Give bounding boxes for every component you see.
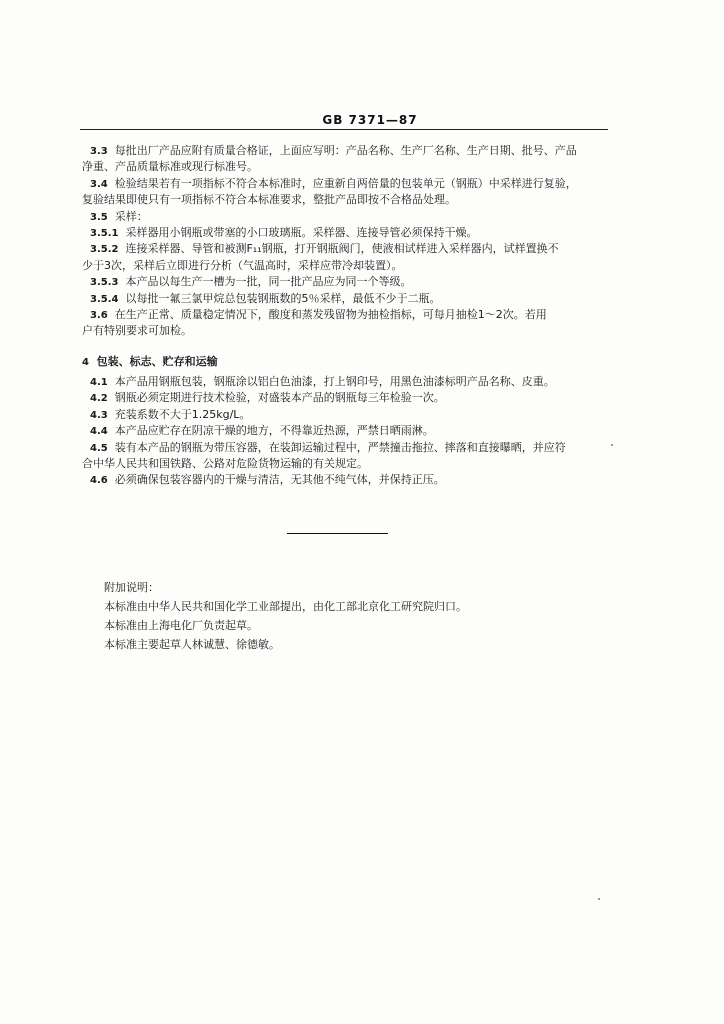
note-line-1: 本标准由中华人民共和国化学工业部提出，由化工部北京化工研究院归口。	[104, 600, 467, 613]
clause-3-3-cont: 净重、产品质量标准或现行标准号。	[82, 160, 258, 174]
note-line-2: 本标准由上海电化厂负责起草。	[104, 619, 258, 632]
clause-3-5	[82, 209, 630, 225]
clause-text: 本产品应贮存在阴凉干燥的地方，不得靠近热源，严禁日晒雨淋。	[114, 424, 434, 438]
clause-number: 4.6	[90, 475, 108, 487]
clause-text: 采样：	[114, 209, 148, 223]
clause-text: 采样器用小钢瓶或带塞的小口玻璃瓶。采样器、连接导管必须保持干燥。	[125, 225, 478, 239]
end-rule	[287, 533, 388, 534]
page-header: GB 7371—87	[322, 113, 418, 127]
clause-text: 充装系数不大于1.25kg/L。	[114, 407, 251, 421]
clause-text: 在生产正常、质量稳定情况下，酸度和蒸发残留物为抽检指标，可每月抽检1～2次。若用	[114, 307, 547, 321]
clause-number: 3.5.4	[90, 293, 119, 305]
section-number: 4	[82, 356, 89, 368]
note-line-3: 本标准主要起草人林诚慧、徐德敏。	[104, 638, 280, 651]
clause-text: 钢瓶必须定期进行技术检验，对盛装本产品的钢瓶每三年检验一次。	[114, 391, 445, 405]
clause-text: 装有本产品的钢瓶为带压容器，在装卸运输过程中，严禁撞击拖拉、摔落和直接曝晒，并应符	[114, 440, 566, 454]
section-title: 包装、标志、贮存和运输	[96, 354, 218, 368]
clause-number: 4.4	[90, 426, 108, 438]
clause-number: 3.6	[90, 309, 108, 321]
clause-number: 4.3	[90, 409, 108, 421]
clause-text: 本产品以每生产一槽为一批，同一批产品应为同一个等级。	[125, 275, 412, 289]
additional-notes	[104, 578, 467, 654]
clause-4-5	[82, 440, 630, 456]
clause-3-5-2	[82, 241, 630, 257]
clause-4-6	[82, 472, 630, 488]
clause-4-1	[82, 374, 630, 390]
clause-3-5-3	[82, 274, 630, 290]
clause-3-5-1	[82, 225, 630, 241]
section-gap	[82, 340, 630, 354]
clause-text: 本产品用钢瓶包装，钢瓶涂以铝白色油漆，打上钢印号，用黑色油漆标明产品名称、皮重。	[114, 375, 555, 389]
clause-number: 3.5.1	[90, 227, 119, 239]
header-rule	[80, 129, 608, 130]
clause-number: 3.5	[90, 211, 108, 223]
note-title: 附加说明：	[104, 581, 159, 594]
clause-number: 4.5	[90, 442, 108, 454]
clause-4-4	[82, 423, 630, 439]
clause-text: 必须确保包装容器内的干燥与清洁，无其他不纯气体，并保持正压。	[114, 473, 445, 487]
scan-speck	[598, 898, 600, 900]
clause-3-6	[82, 307, 630, 323]
clause-number: 3.5.2	[90, 244, 119, 256]
clause-3-5-2-cont: 少于3次，采样后立即进行分析（气温高时，采样应带冷却装置）。	[82, 258, 403, 272]
clause-number: 3.5.3	[90, 277, 119, 289]
clause-number: 4.1	[90, 377, 108, 389]
clause-text: 每批出厂产品应附有质量合格证，上面应写明：产品名称、生产厂名称、生产日期、批号、产品	[114, 144, 577, 157]
clause-3-4	[82, 176, 630, 192]
clause-4-2	[82, 390, 630, 406]
document-body	[82, 143, 630, 489]
clause-number: 3.3	[90, 146, 108, 157]
clause-4-3	[82, 407, 630, 423]
clause-text: 检验结果若有一项指标不符合本标准时，应重新自两倍量的包装单元（钢瓶）中采样进行复验，	[114, 176, 577, 190]
clause-text: 以每批一氟三氯甲烷总包装钢瓶数的5％采样，最低不少于二瓶。	[125, 291, 441, 305]
clause-3-4-cont: 复验结果即使只有一项指标不符合本标准要求，整批产品即按不合格品处理。	[82, 193, 456, 207]
section-4-heading	[82, 354, 630, 370]
clause-3-5-4	[82, 291, 630, 307]
scan-speck	[611, 444, 613, 446]
clause-4-5-cont: 合中华人民共和国铁路、公路对危险货物运输的有关规定。	[82, 457, 368, 471]
clause-text: 连接采样器、导管和被测F₁₁钢瓶，打开钢瓶阀门，使液相试样进入采样器内，试样置换不	[125, 242, 559, 256]
clause-3-3	[82, 143, 630, 159]
clause-number: 4.2	[90, 393, 108, 405]
clause-3-6-cont: 户有特别要求可加检。	[82, 324, 192, 338]
clause-number: 3.4	[90, 178, 108, 190]
